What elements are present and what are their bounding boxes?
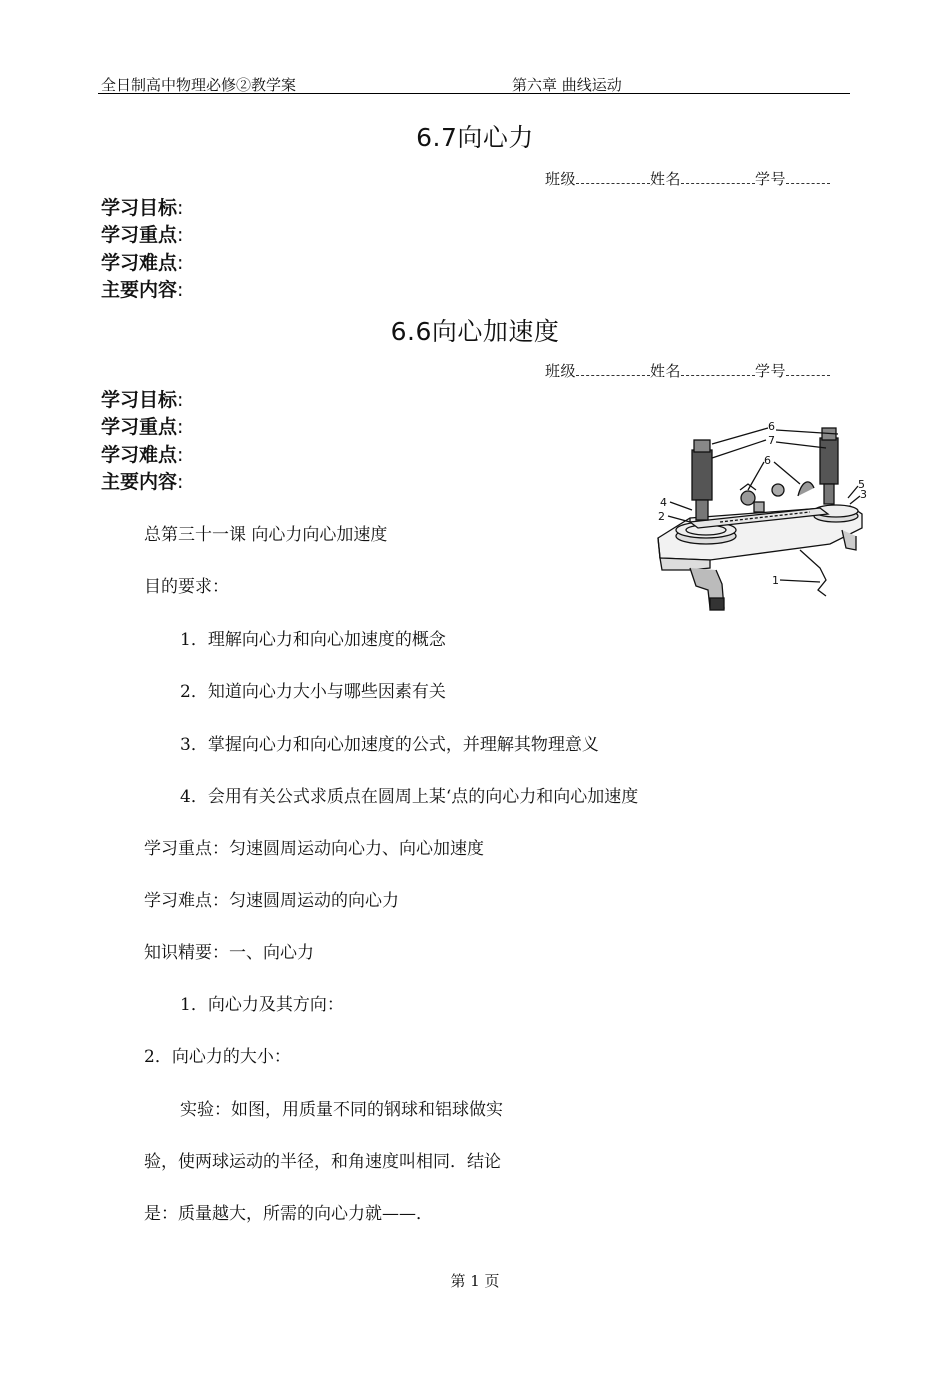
figure-label: 6 <box>764 454 771 467</box>
class-label: 班级 <box>545 362 577 380</box>
apparatus-drawing <box>650 418 870 618</box>
section2-goal-label: 学习目标: <box>101 389 184 411</box>
section1-content-label: 主要内容: <box>101 279 184 301</box>
difficulty: 学习难点：匀速圆周运动的向心力 <box>144 891 399 911</box>
centripetal-force-apparatus-figure <box>650 418 870 618</box>
experiment-line: 是：质量越大，所需的向心力就——． <box>144 1204 433 1224</box>
section1-difficulty-label: 学习难点: <box>101 252 184 274</box>
knowledge-item-2: 2．向心力的大小： <box>144 1047 291 1067</box>
header-divider <box>98 93 850 94</box>
section1-goal-label: 学习目标: <box>101 197 184 219</box>
goal-item: 2．知道向心力大小与哪些因素有关 <box>180 682 446 702</box>
figure-label: 3 <box>860 488 867 501</box>
name-blank[interactable] <box>681 171 755 184</box>
id-label: 学号 <box>755 362 787 380</box>
figure-label: 5 <box>858 478 865 491</box>
name-label: 姓名 <box>650 170 682 188</box>
section2-keypoint-label: 学习重点: <box>101 416 184 438</box>
figure-label: 6 <box>768 420 775 433</box>
experiment-line: 验，使两球运动的半径，和角速度叫相同．结论 <box>144 1152 501 1172</box>
header-chapter: 第六章 曲线运动 <box>512 76 622 94</box>
class-blank[interactable] <box>576 363 650 376</box>
section1-keypoint-label: 学习重点: <box>101 224 184 246</box>
section2-info-line <box>545 360 830 381</box>
lesson-number: 总第三十一课 向心力向心加速度 <box>144 525 388 545</box>
name-blank[interactable] <box>681 363 755 376</box>
figure-label: 4 <box>660 496 667 509</box>
header-book-title: 全日制高中物理必修②教学案 <box>101 76 297 94</box>
class-label: 班级 <box>545 170 577 188</box>
goal-item: 1．理解向心力和向心加速度的概念 <box>180 630 446 650</box>
page-number: 第 1 页 <box>450 1272 500 1290</box>
id-blank[interactable] <box>786 363 830 376</box>
id-label: 学号 <box>755 170 787 188</box>
section1-title: 6.7向心力 <box>416 123 534 152</box>
knowledge-item-1: 1．向心力及其方向： <box>180 995 344 1015</box>
figure-label: 2 <box>658 510 665 523</box>
goal-item: 4．会用有关公式求质点在圆周上某‘点的向心力和向心加速度 <box>180 787 639 807</box>
class-blank[interactable] <box>576 171 650 184</box>
experiment-line: 实验：如图，用质量不同的钢球和铝球做实 <box>180 1100 503 1120</box>
section2-content-label: 主要内容: <box>101 471 184 493</box>
name-label: 姓名 <box>650 362 682 380</box>
figure-label: 1 <box>772 574 779 587</box>
key-point: 学习重点：匀速圆周运动向心力、向心加速度 <box>144 839 484 859</box>
knowledge-heading: 知识精要：一、向心力 <box>144 943 314 963</box>
section2-difficulty-label: 学习难点: <box>101 444 184 466</box>
goals-heading: 目的要求： <box>144 577 229 597</box>
section1-info-line <box>545 168 830 189</box>
goal-item: 3．掌握向心力和向心加速度的公式，并理解其物理意义 <box>180 735 599 755</box>
section2-title: 6.6向心加速度 <box>390 317 560 346</box>
figure-label: 7 <box>768 434 775 447</box>
id-blank[interactable] <box>786 171 830 184</box>
